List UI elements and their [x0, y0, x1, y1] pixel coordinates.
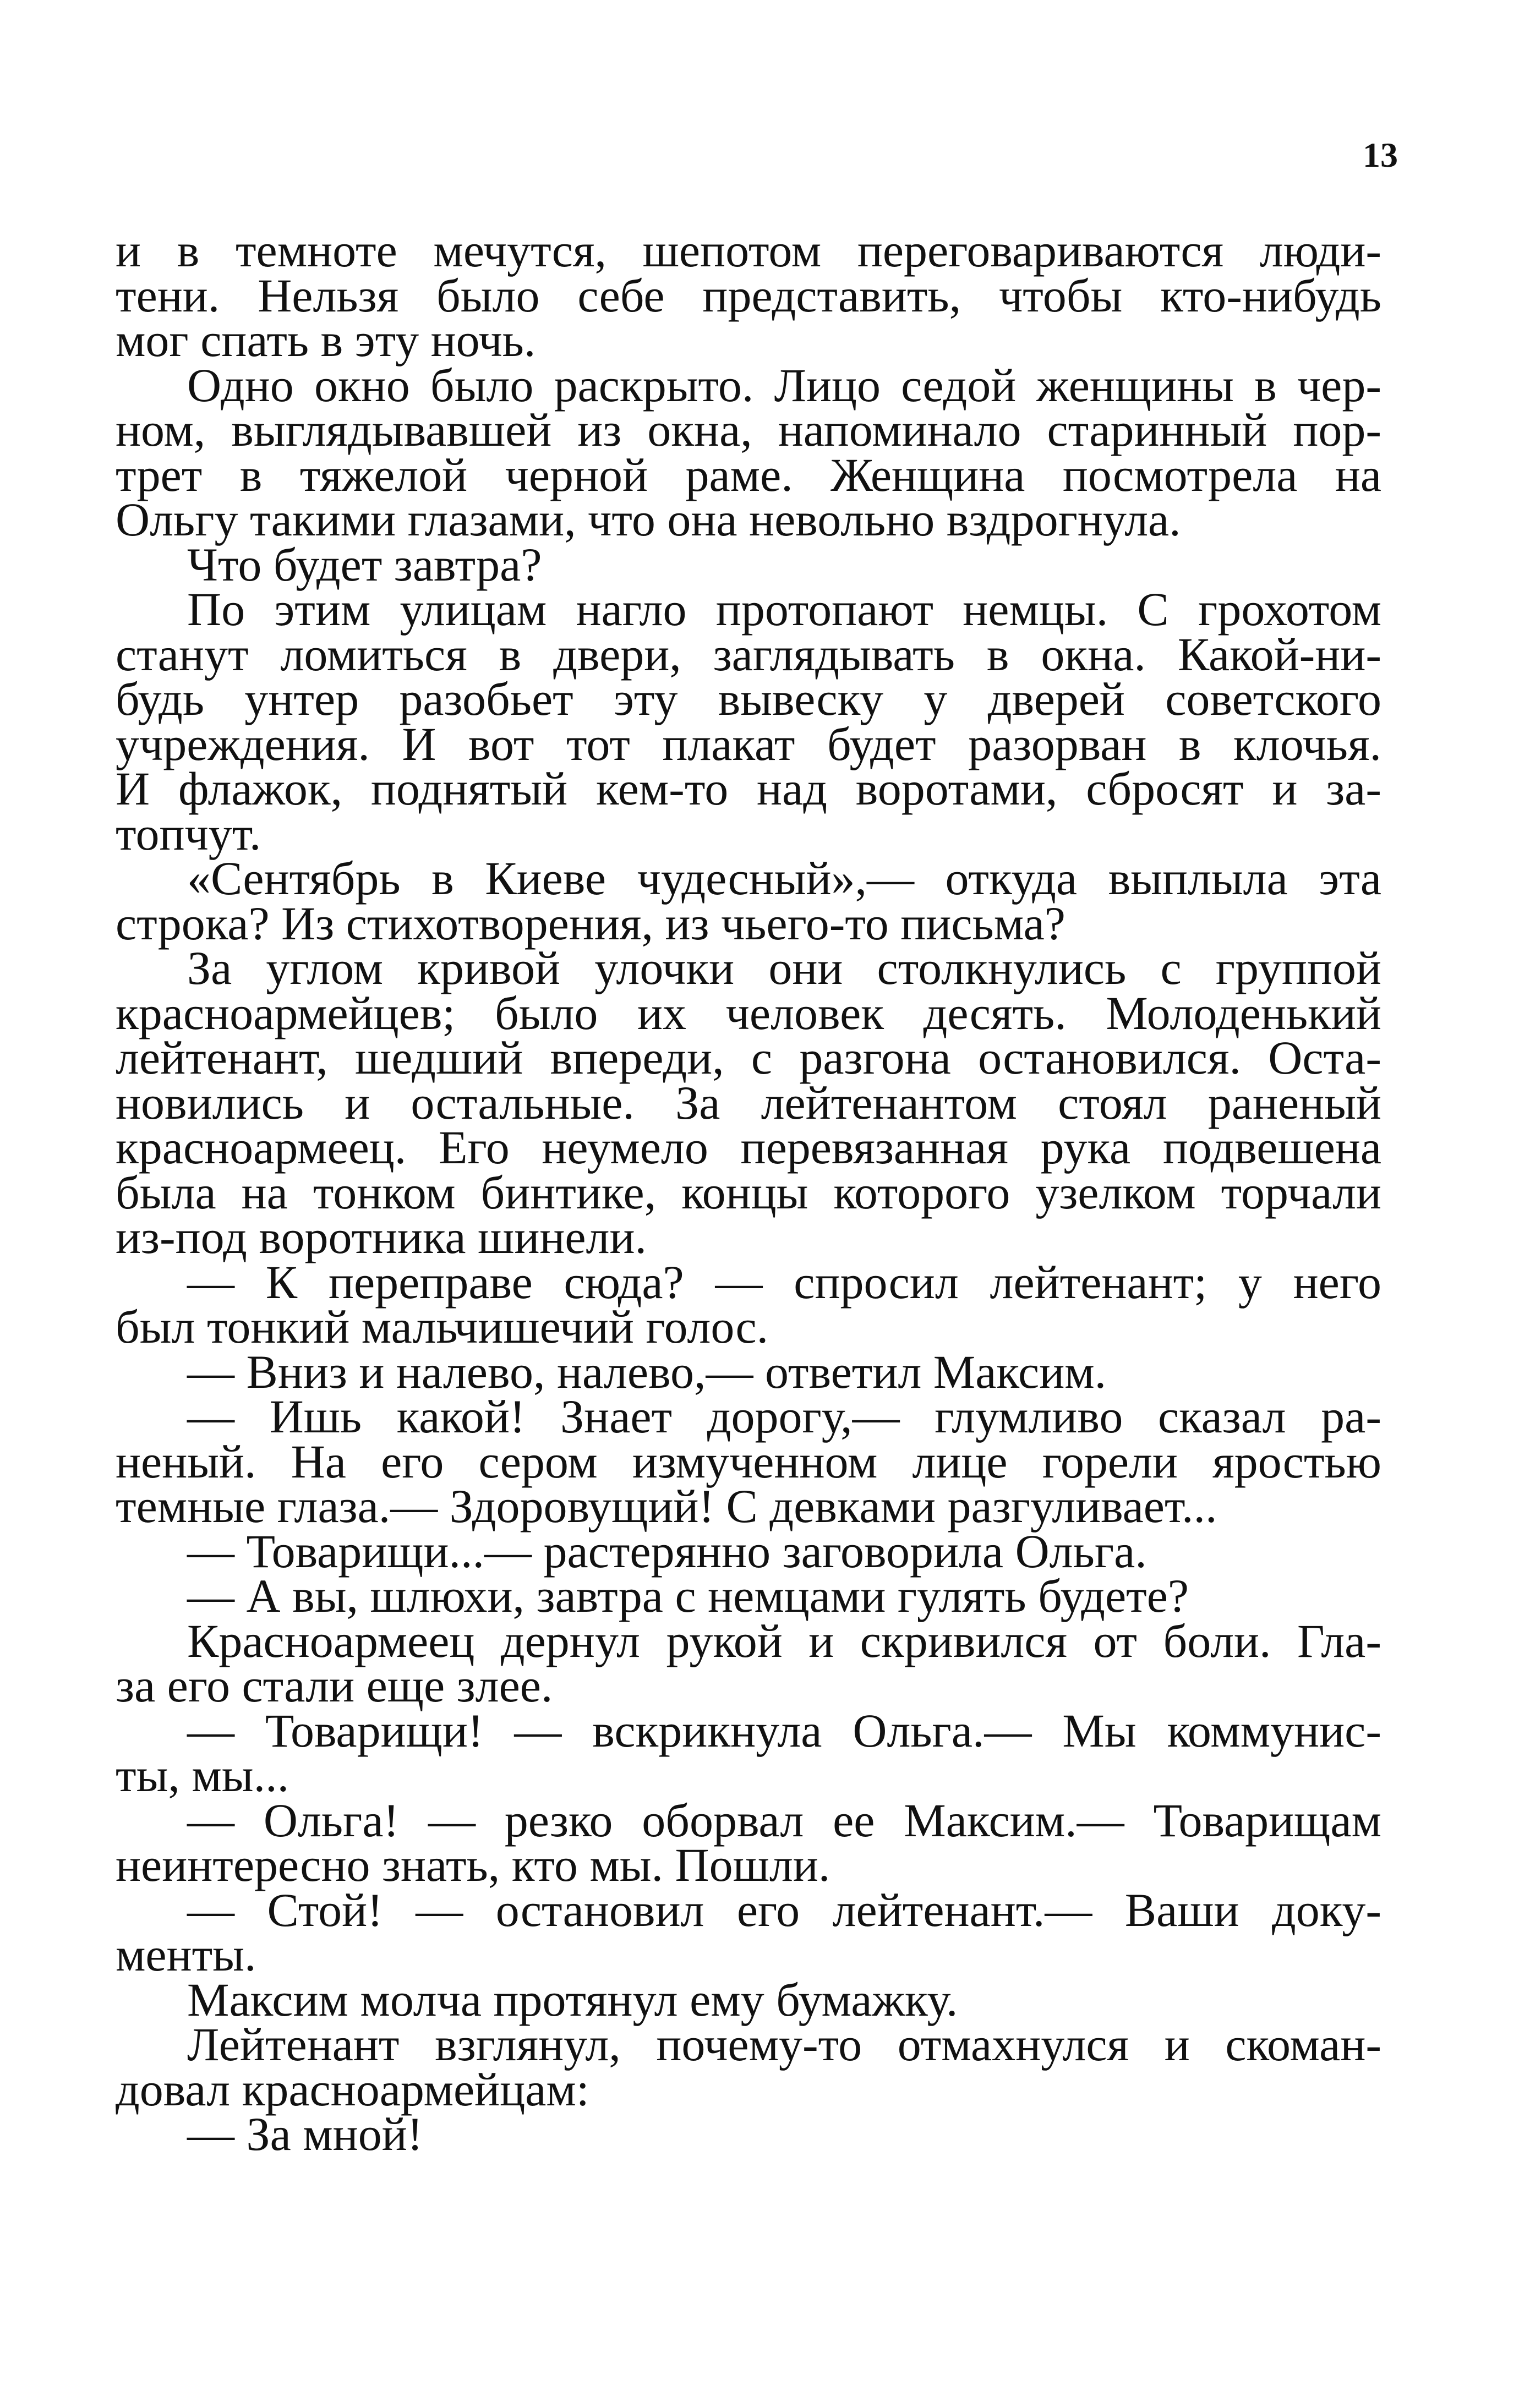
- text-line: неинтересно знать, кто мы. Пошли.: [116, 1838, 830, 1891]
- text-line: ном, выглядывавшей из окна, напоминало старинный пор-: [116, 403, 1381, 456]
- text-line: «Сентябрь в Киеве чудесный»,— откуда выплыла эта: [187, 852, 1381, 905]
- text-line: новились и остальные. За лейтенантом стоял раненый: [116, 1076, 1381, 1129]
- text-line: — Вниз и налево, налево,— ответил Максим.: [187, 1345, 1107, 1398]
- text-line: будь унтер разобьет эту вывеску у дверей советского: [116, 672, 1381, 725]
- text-line: — К переправе сюда? — спросил лейтенант; у него: [187, 1255, 1381, 1309]
- text-line: За углом кривой улочки они столкнулись с группой: [187, 942, 1381, 994]
- text-line: Что будет завтра?: [187, 538, 542, 591]
- text-line: из-под воротника шинели.: [116, 1211, 647, 1263]
- text-line: И флажок, поднятый кем-то над воротами, сбросят и за-: [116, 762, 1381, 815]
- text-line: — За мной!: [187, 2108, 423, 2160]
- text-line: — А вы, шлюхи, завтра с немцами гулять будете?: [187, 1569, 1189, 1622]
- text-line: менты.: [116, 1928, 256, 1981]
- text-line: неный. На его сером измученном лице горели яростью: [116, 1435, 1381, 1488]
- text-line: Лейтенант взглянул, почему-то отмахнулся и скоман-: [187, 2018, 1381, 2071]
- text-line: был тонкий мальчишечий голос.: [116, 1300, 769, 1353]
- text-line: и в темноте мечутся, шепотом переговариваются люди-: [116, 224, 1381, 277]
- text-line: — Товарищи...— растерянно заговорила Ольга.: [187, 1524, 1147, 1578]
- text-line: довал красноармейцам:: [116, 2062, 589, 2116]
- text-line: красноармейцев; было их человек десять. Молоденький: [116, 986, 1381, 1039]
- text-line: топчут.: [116, 807, 261, 860]
- text-line: Одно окно было раскрыто. Лицо седой женщины в чер-: [187, 358, 1381, 412]
- text-line: По этим улицам нагло протопают немцы. С грохотом: [187, 583, 1381, 636]
- text-line: Максим молча протянул ему бумажку.: [187, 1973, 958, 2026]
- text-line: лейтенант, шедший впереди, с разгона остановился. Оста-: [116, 1031, 1381, 1084]
- text-line: красноармеец. Его неумело перевязанная рука подвешена: [116, 1121, 1381, 1174]
- page-number: 13: [1363, 135, 1398, 174]
- text-line: — Ишь какой! Знает дорогу,— глумливо сказал ра-: [187, 1390, 1381, 1443]
- text-line: станут ломиться в двери, заглядывать в окна. Какой-ни-: [116, 627, 1381, 681]
- text-line: — Стой! — остановил его лейтенант.— Ваши доку-: [187, 1883, 1381, 1936]
- text-line: тени. Нельзя было себе представить, чтобы кто-нибудь: [116, 269, 1381, 322]
- text-line: трет в тяжелой черной раме. Женщина посмотрела на: [116, 448, 1381, 501]
- text-line: строка? Из стихотворения, из чьего-то письма?: [116, 896, 1066, 950]
- text-line: за его стали еще злее.: [116, 1659, 553, 1712]
- body-text: [116, 224, 1381, 2160]
- text-line: Красноармеец дернул рукой и скривился от боли. Гла-: [187, 1614, 1381, 1667]
- text-line: мог спать в эту ночь.: [116, 314, 536, 366]
- text-line: ты, мы...: [116, 1749, 289, 1802]
- text-line: учреждения. И вот тот плакат будет разорван в клочья.: [116, 717, 1381, 770]
- text-line: — Товарищи! — вскрикнула Ольга.— Мы коммунис-: [187, 1704, 1381, 1757]
- text-line: Ольгу такими глазами, что она невольно вздрогнула.: [116, 493, 1181, 546]
- text-line: — Ольга! — резко оборвал ее Максим.— Товарищам: [187, 1793, 1381, 1847]
- text-line: темные глаза.— Здоровущий! С девками разгуливает...: [116, 1480, 1217, 1533]
- text-line: была на тонком бинтике, концы которого узелком торчали: [116, 1165, 1381, 1219]
